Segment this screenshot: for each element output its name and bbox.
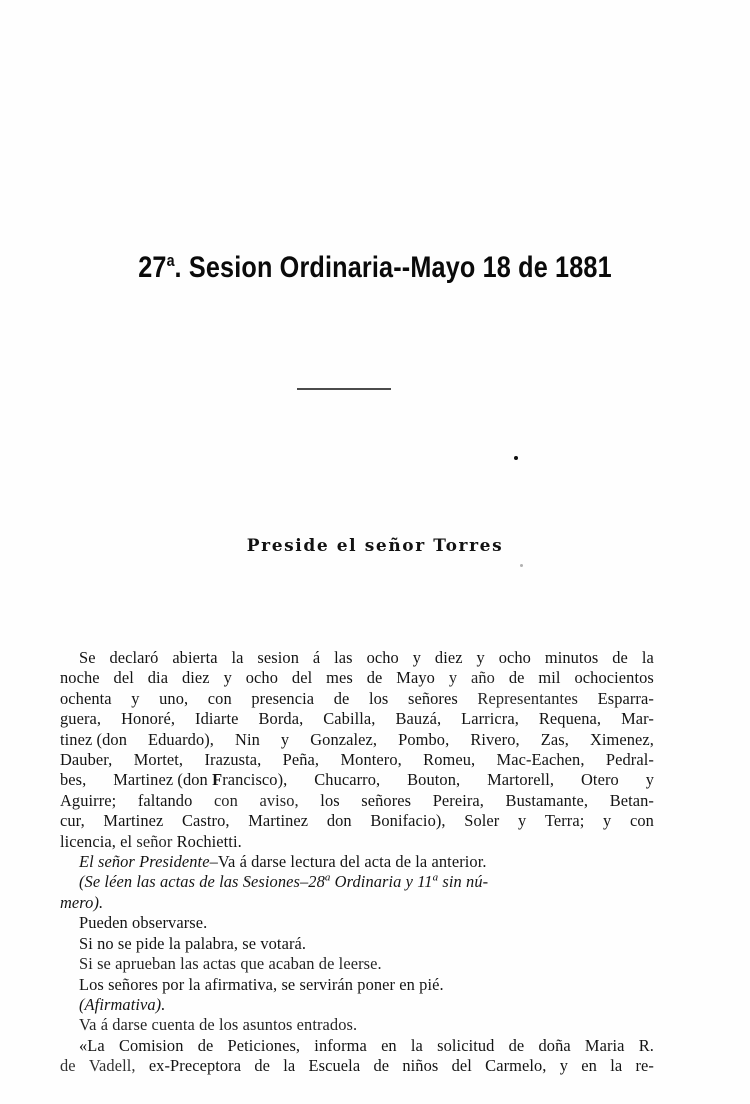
word: Borda, xyxy=(258,709,304,729)
body-line xyxy=(60,811,654,831)
body-text xyxy=(60,648,654,1077)
word: noche xyxy=(60,668,100,688)
word: Larricra, xyxy=(461,709,519,729)
word: mes xyxy=(326,668,353,688)
word: guera, xyxy=(60,709,102,729)
word: Bustamante, xyxy=(505,790,589,810)
word: ocho xyxy=(245,668,279,688)
word: y xyxy=(476,648,485,667)
word: sesion xyxy=(257,648,299,667)
word: dia xyxy=(147,668,169,688)
word: niños xyxy=(402,1056,439,1076)
word: Aguirre; xyxy=(60,790,117,810)
word: ocho xyxy=(366,648,399,667)
title-rest: Sesion Ordinaria--Mayo 18 de 1881 xyxy=(181,251,612,284)
speech-text: Va á darse cuenta de los asuntos entrados. xyxy=(79,1015,358,1035)
body-line xyxy=(60,668,654,688)
word: y xyxy=(131,688,140,708)
word: Pombo, xyxy=(398,729,450,749)
word: Se xyxy=(79,648,96,667)
word: Martinez (don xyxy=(113,770,208,790)
word: declaró xyxy=(109,648,159,667)
word: la xyxy=(231,648,244,667)
word: Representantes xyxy=(477,688,579,708)
word: Honoré, xyxy=(121,709,176,729)
word: Mar- xyxy=(621,709,654,729)
word: y xyxy=(280,729,290,749)
word: faltando xyxy=(137,790,193,810)
word: rancisco), xyxy=(222,770,288,790)
word: y xyxy=(559,1056,569,1076)
word: Mayo xyxy=(396,668,435,688)
speech-text: Pueden observarse. xyxy=(79,913,208,933)
stage-direction: (Afirmativa). xyxy=(79,994,166,1014)
word: con xyxy=(213,790,238,810)
word: señores xyxy=(361,790,412,810)
word: Bonifacio), xyxy=(370,811,446,831)
word: ochenta xyxy=(60,688,112,708)
word: y xyxy=(517,811,527,831)
divider-rule xyxy=(297,388,391,390)
title-ordinal-dot: . xyxy=(174,251,182,284)
body-line xyxy=(60,1036,654,1056)
word: Carmelo, xyxy=(485,1056,547,1076)
word: Rochietti. xyxy=(176,831,242,851)
speech-text: Va á darse lectura del acta de la anterior. xyxy=(217,852,487,872)
word: «La xyxy=(79,1035,105,1055)
word: Bouton, xyxy=(407,770,461,790)
word: abierta xyxy=(172,648,218,667)
word: Romeu, xyxy=(423,750,476,770)
word-group xyxy=(113,770,287,790)
body-line xyxy=(60,689,654,709)
word: Bauzá, xyxy=(395,709,442,729)
word: ochocientos xyxy=(574,668,654,688)
word: la xyxy=(641,648,654,667)
word: á xyxy=(312,648,321,667)
word-blotted-initial: F xyxy=(212,770,223,790)
word: ocho xyxy=(498,648,531,667)
body-line xyxy=(60,770,654,790)
word: en xyxy=(581,1056,597,1076)
body-line xyxy=(60,852,654,872)
presider-line: Preside el señor Torres xyxy=(246,536,504,556)
word: Martinez xyxy=(103,811,164,831)
stage-direction: sin nú- xyxy=(438,872,489,892)
word: los xyxy=(368,688,389,708)
word: de xyxy=(197,1035,214,1055)
word: Escuela xyxy=(308,1056,361,1076)
word: R. xyxy=(638,1035,654,1055)
body-line xyxy=(60,750,654,770)
word: Rivero, xyxy=(470,729,520,749)
word: Requena, xyxy=(538,709,602,729)
body-line xyxy=(60,934,654,954)
word: Pereira, xyxy=(432,790,484,810)
body-line xyxy=(60,954,654,974)
word: solicitud xyxy=(437,1035,495,1055)
word: cur, xyxy=(60,811,85,831)
body-line xyxy=(60,730,654,750)
word: con xyxy=(629,811,654,831)
word: ex-Preceptora xyxy=(148,1056,242,1076)
word: Vadell, xyxy=(88,1056,136,1076)
page-title xyxy=(60,250,690,286)
word: Peticiones, xyxy=(227,1035,301,1055)
word: y xyxy=(223,668,232,688)
title-ordinal-suffix: a xyxy=(166,251,175,270)
word: Idiarte xyxy=(195,709,239,729)
word: Soler xyxy=(464,811,500,831)
dash: – xyxy=(209,852,218,872)
word: señor xyxy=(136,831,173,851)
title-session-number: 27 xyxy=(138,251,167,284)
word: Irazusta, xyxy=(204,750,262,770)
body-line xyxy=(60,995,654,1015)
body-line xyxy=(60,893,654,913)
stage-direction: Ordinaria y 11 xyxy=(330,872,433,892)
word: uno, xyxy=(159,688,189,708)
word: la xyxy=(410,1035,423,1055)
word: Otero xyxy=(580,770,619,790)
word: señores xyxy=(407,688,458,708)
word: de xyxy=(60,1056,76,1076)
body-line xyxy=(60,791,654,811)
word: Betan- xyxy=(609,790,654,810)
word: del xyxy=(451,1056,472,1076)
word: de xyxy=(612,648,628,667)
word: Eduardo), xyxy=(148,729,214,749)
word: Zas, xyxy=(540,729,569,749)
body-line xyxy=(60,872,654,892)
word: del xyxy=(113,668,134,688)
word: mil xyxy=(538,668,561,688)
stage-direction: (Se léen las actas de las Sesiones–28 xyxy=(79,872,325,892)
word: diez xyxy=(181,668,210,688)
word: Comision xyxy=(118,1035,184,1055)
word: año xyxy=(471,668,495,688)
word: minutos xyxy=(544,648,599,667)
word: de xyxy=(333,688,350,708)
speech-text: Los señores por la afirmativa, se servirán poner en pié. xyxy=(79,974,444,994)
word: informa xyxy=(314,1035,367,1055)
word: de xyxy=(366,668,383,688)
body-line xyxy=(60,832,654,852)
word: de xyxy=(254,1056,271,1076)
word: con xyxy=(207,688,232,708)
word: Martorell, xyxy=(487,770,555,790)
ink-speck xyxy=(514,456,518,460)
body-line xyxy=(60,1015,654,1035)
word: re- xyxy=(635,1056,654,1076)
body-line xyxy=(60,975,654,995)
word: Castro, xyxy=(182,811,230,831)
body-line xyxy=(60,709,654,729)
word: las xyxy=(334,648,353,667)
word: Ximenez, xyxy=(589,729,654,749)
word: y xyxy=(645,770,654,790)
word: y xyxy=(412,648,422,667)
word: de xyxy=(373,1056,390,1076)
word: en xyxy=(381,1035,397,1055)
word: diez xyxy=(434,648,463,667)
word: licencia, xyxy=(60,831,116,851)
word: los xyxy=(320,790,340,810)
body-line xyxy=(60,913,654,933)
word: la xyxy=(283,1056,296,1076)
word: Nin xyxy=(235,729,260,749)
ordinal-superscript: a xyxy=(324,872,331,884)
word: la xyxy=(610,1056,623,1076)
word: Peña, xyxy=(282,750,320,770)
word: de xyxy=(508,668,525,688)
word: Dauber, xyxy=(60,750,113,770)
word: Terra; xyxy=(544,811,585,831)
speech-text: Si no se pide la palabra, se votará. xyxy=(79,933,307,953)
ordinal-superscript: a xyxy=(432,872,439,884)
word: Martinez xyxy=(248,811,309,831)
word: y xyxy=(448,668,458,688)
word: Maria xyxy=(584,1035,625,1055)
word: Chucarro, xyxy=(314,770,381,790)
word: del xyxy=(291,668,313,688)
word: Pedral- xyxy=(605,750,654,770)
word: y xyxy=(603,811,612,831)
word: tinez (don xyxy=(60,729,127,749)
word: Gonzalez, xyxy=(310,729,378,749)
word: aviso, xyxy=(259,790,299,810)
word: de xyxy=(508,1035,525,1055)
word: Montero, xyxy=(340,750,402,770)
speaker-label: El señor Presidente xyxy=(79,852,210,872)
word: doña xyxy=(538,1035,571,1055)
ink-speck xyxy=(520,564,523,567)
word: bes, xyxy=(60,770,87,790)
body-line xyxy=(60,648,654,668)
word: Esparra- xyxy=(597,688,654,708)
body-line xyxy=(60,1056,654,1076)
stage-direction: mero). xyxy=(60,892,104,912)
word: el xyxy=(120,831,133,851)
word: Cabilla, xyxy=(323,709,376,729)
word: don xyxy=(326,811,352,831)
word: presencia xyxy=(251,688,315,708)
word: Mac-Eachen, xyxy=(496,750,585,770)
speech-text: Si se aprueban las actas que acaban de leerse. xyxy=(79,954,382,974)
word: Mortet, xyxy=(133,750,184,770)
